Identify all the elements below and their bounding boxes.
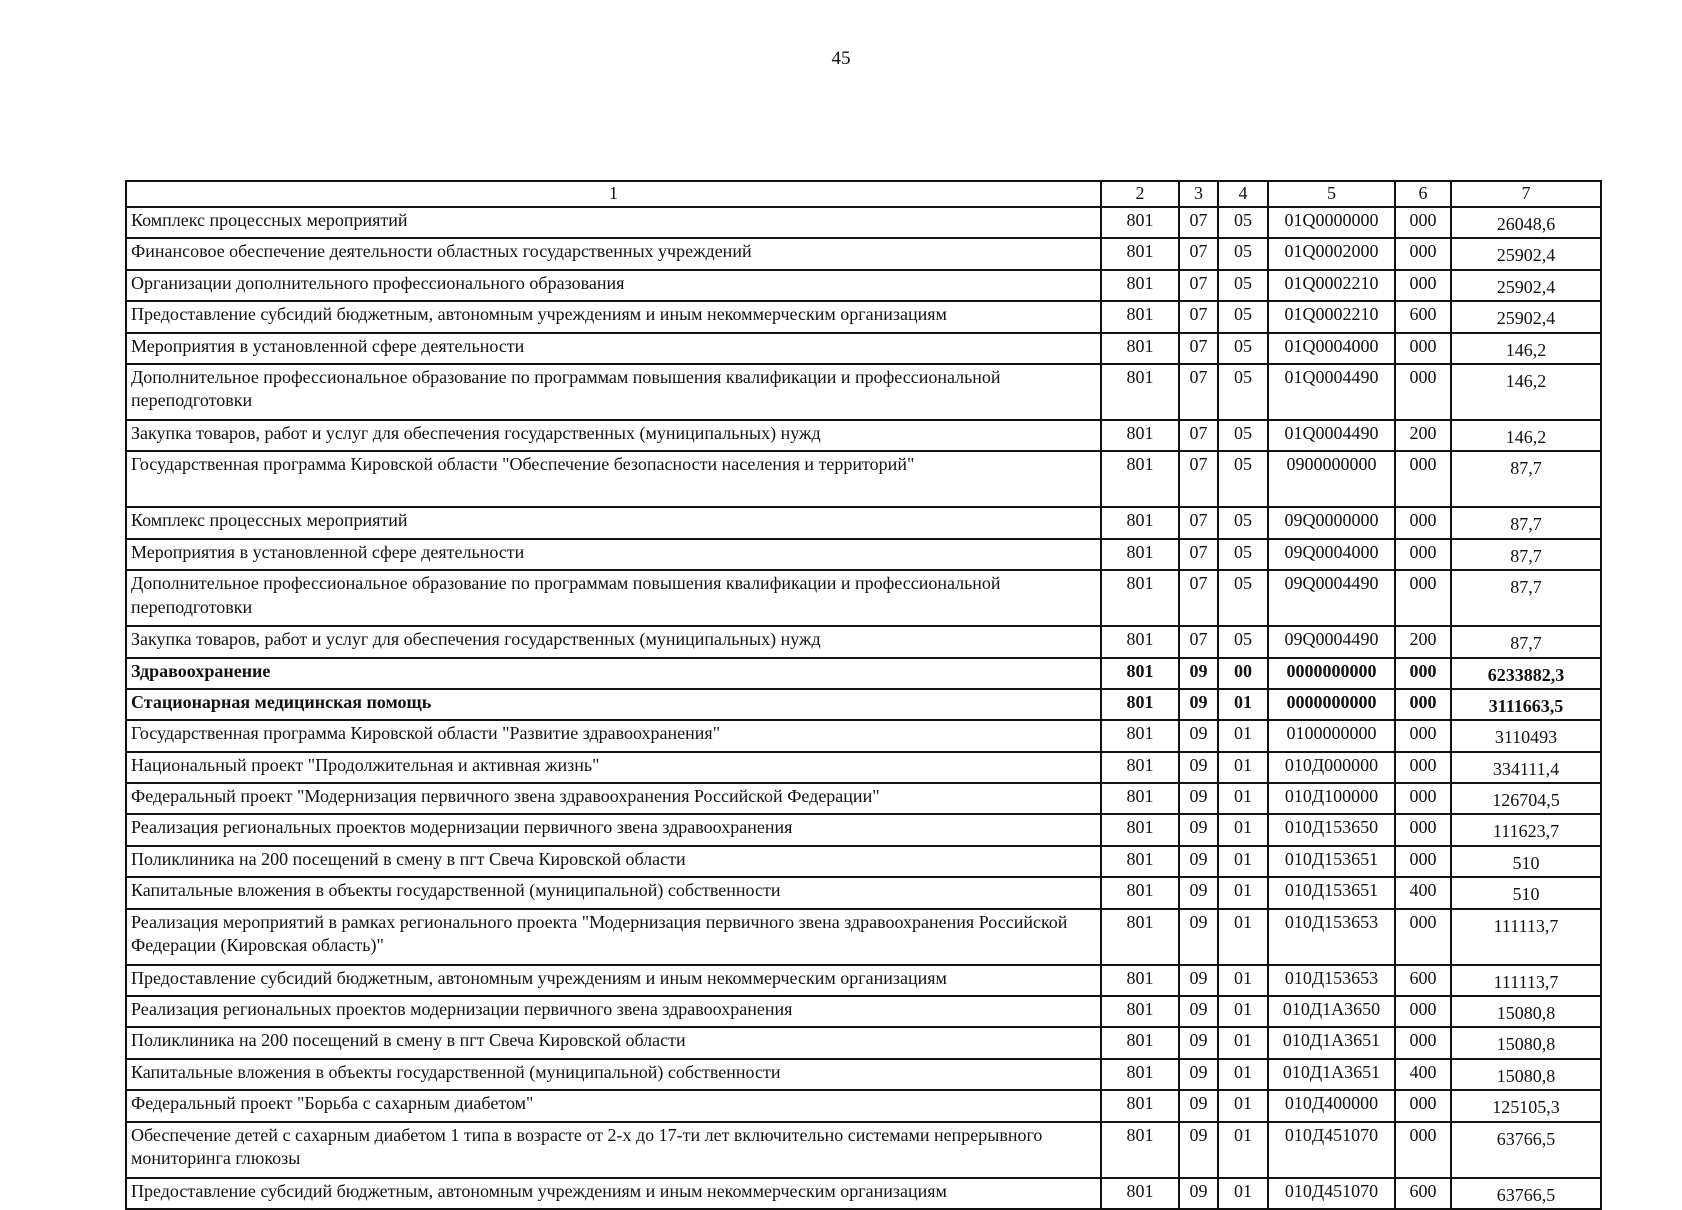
row-code-4: 01 (1218, 1122, 1268, 1178)
row-code-6: 000 (1395, 996, 1451, 1027)
row-code-4: 01 (1218, 1059, 1268, 1090)
row-code-3: 09 (1179, 1178, 1218, 1209)
row-amount: 63766,5 (1451, 1178, 1601, 1209)
row-code-6: 000 (1395, 783, 1451, 814)
row-code-3: 09 (1179, 814, 1218, 845)
row-name: Федеральный проект "Модернизация первичного звена здравоохранения Российской Федерации" (126, 783, 1101, 814)
row-code-6: 000 (1395, 539, 1451, 570)
row-code-3: 09 (1179, 909, 1218, 965)
row-code-3: 07 (1179, 270, 1218, 301)
row-code-6: 600 (1395, 301, 1451, 332)
header-cell: 4 (1218, 181, 1268, 207)
row-code-6: 000 (1395, 814, 1451, 845)
row-code-3: 07 (1179, 333, 1218, 364)
table-row (126, 333, 1601, 364)
table-row (126, 207, 1601, 238)
header-row (126, 181, 1601, 207)
table-row (126, 689, 1601, 720)
row-code-4: 01 (1218, 965, 1268, 996)
row-code-5: 010Д153651 (1268, 877, 1395, 908)
row-amount: 26048,6 (1451, 207, 1601, 238)
row-code-2: 801 (1101, 689, 1179, 720)
row-name: Мероприятия в установленной сфере деятельности (126, 539, 1101, 570)
row-code-6: 000 (1395, 909, 1451, 965)
table-row (126, 1027, 1601, 1058)
row-amount: 146,2 (1451, 420, 1601, 451)
row-code-3: 07 (1179, 539, 1218, 570)
row-code-5: 01Q0004000 (1268, 333, 1395, 364)
row-code-6: 600 (1395, 1178, 1451, 1209)
row-code-5: 010Д000000 (1268, 752, 1395, 783)
row-code-3: 07 (1179, 420, 1218, 451)
table-row (126, 752, 1601, 783)
row-code-5: 010Д1А3651 (1268, 1059, 1395, 1090)
row-amount: 87,7 (1451, 626, 1601, 657)
table-row (126, 238, 1601, 269)
row-amount: 334111,4 (1451, 752, 1601, 783)
row-code-6: 000 (1395, 846, 1451, 877)
row-amount: 87,7 (1451, 539, 1601, 570)
row-code-5: 01Q0002000 (1268, 238, 1395, 269)
table-row (126, 996, 1601, 1027)
row-code-5: 010Д451070 (1268, 1122, 1395, 1178)
row-code-2: 801 (1101, 270, 1179, 301)
row-code-2: 801 (1101, 1090, 1179, 1121)
row-code-3: 09 (1179, 1090, 1218, 1121)
header-cell: 3 (1179, 181, 1218, 207)
row-code-5: 09Q0000000 (1268, 507, 1395, 538)
row-code-3: 09 (1179, 720, 1218, 751)
table-row (126, 877, 1601, 908)
row-code-3: 09 (1179, 965, 1218, 996)
row-code-2: 801 (1101, 301, 1179, 332)
row-amount: 25902,4 (1451, 301, 1601, 332)
row-code-2: 801 (1101, 207, 1179, 238)
page-number: 45 (831, 48, 851, 69)
row-code-2: 801 (1101, 1059, 1179, 1090)
row-code-5: 09Q0004490 (1268, 626, 1395, 657)
row-amount: 15080,8 (1451, 996, 1601, 1027)
row-amount: 15080,8 (1451, 1027, 1601, 1058)
row-code-5: 01Q0000000 (1268, 207, 1395, 238)
row-code-4: 01 (1218, 1178, 1268, 1209)
header-cell: 6 (1395, 181, 1451, 207)
row-code-5: 09Q0004490 (1268, 570, 1395, 626)
row-code-2: 801 (1101, 451, 1179, 507)
row-code-2: 801 (1101, 752, 1179, 783)
row-code-2: 801 (1101, 539, 1179, 570)
table-row (126, 783, 1601, 814)
row-name: Государственная программа Кировской области "Развитие здравоохранения" (126, 720, 1101, 751)
row-code-3: 07 (1179, 364, 1218, 420)
table-row (126, 1178, 1601, 1209)
row-code-6: 000 (1395, 1090, 1451, 1121)
row-code-2: 801 (1101, 238, 1179, 269)
row-code-2: 801 (1101, 814, 1179, 845)
row-code-2: 801 (1101, 877, 1179, 908)
row-code-6: 200 (1395, 420, 1451, 451)
row-code-3: 09 (1179, 1027, 1218, 1058)
row-amount: 510 (1451, 846, 1601, 877)
row-code-5: 0000000000 (1268, 689, 1395, 720)
row-name: Государственная программа Кировской области "Обеспечение безопасности населения и территорий" (126, 451, 1101, 507)
row-code-4: 05 (1218, 570, 1268, 626)
row-amount: 111113,7 (1451, 909, 1601, 965)
row-amount: 87,7 (1451, 451, 1601, 507)
row-code-6: 000 (1395, 570, 1451, 626)
row-name: Федеральный проект "Борьба с сахарным диабетом" (126, 1090, 1101, 1121)
row-name: Предоставление субсидий бюджетным, автономным учреждениям и иным некоммерческим организациям (126, 1178, 1101, 1209)
row-code-5: 01Q0002210 (1268, 270, 1395, 301)
row-code-2: 801 (1101, 1122, 1179, 1178)
row-code-2: 801 (1101, 846, 1179, 877)
row-code-4: 05 (1218, 270, 1268, 301)
row-name: Обеспечение детей с сахарным диабетом 1 типа в возрасте от 2-х до 17-ти лет включительно системами непрерывного мониторинга глюкозы (126, 1122, 1101, 1178)
row-code-4: 01 (1218, 1027, 1268, 1058)
table-row (126, 658, 1601, 689)
header-cell: 5 (1268, 181, 1395, 207)
row-code-4: 05 (1218, 420, 1268, 451)
row-code-3: 07 (1179, 207, 1218, 238)
row-code-6: 200 (1395, 626, 1451, 657)
row-code-3: 09 (1179, 846, 1218, 877)
row-name: Закупка товаров, работ и услуг для обеспечения государственных (муниципальных) нужд (126, 626, 1101, 657)
row-code-2: 801 (1101, 507, 1179, 538)
row-code-2: 801 (1101, 909, 1179, 965)
row-code-2: 801 (1101, 626, 1179, 657)
row-code-2: 801 (1101, 996, 1179, 1027)
table-row (126, 270, 1601, 301)
row-name: Предоставление субсидий бюджетным, автономным учреждениям и иным некоммерческим организациям (126, 965, 1101, 996)
row-code-3: 07 (1179, 238, 1218, 269)
row-name: Мероприятия в установленной сфере деятельности (126, 333, 1101, 364)
row-amount: 3111663,5 (1451, 689, 1601, 720)
row-code-4: 01 (1218, 814, 1268, 845)
table-row (126, 909, 1601, 965)
table-row (126, 301, 1601, 332)
table-row (126, 420, 1601, 451)
row-code-6: 400 (1395, 1059, 1451, 1090)
header-cell: 1 (126, 181, 1101, 207)
row-code-4: 05 (1218, 539, 1268, 570)
row-code-6: 000 (1395, 207, 1451, 238)
row-name: Здравоохранение (126, 658, 1101, 689)
row-amount: 146,2 (1451, 364, 1601, 420)
row-name: Стационарная медицинская помощь (126, 689, 1101, 720)
row-code-2: 801 (1101, 720, 1179, 751)
row-code-3: 09 (1179, 752, 1218, 783)
budget-table (125, 180, 1602, 1210)
row-code-3: 07 (1179, 451, 1218, 507)
row-code-2: 801 (1101, 658, 1179, 689)
row-code-6: 400 (1395, 877, 1451, 908)
table-row (126, 539, 1601, 570)
table-row (126, 626, 1601, 657)
row-amount: 3110493 (1451, 720, 1601, 751)
row-code-2: 801 (1101, 420, 1179, 451)
row-amount: 111113,7 (1451, 965, 1601, 996)
row-name: Финансовое обеспечение деятельности областных государственных учреждений (126, 238, 1101, 269)
row-code-3: 07 (1179, 570, 1218, 626)
row-code-2: 801 (1101, 783, 1179, 814)
row-code-4: 05 (1218, 238, 1268, 269)
header-cell: 7 (1451, 181, 1601, 207)
row-name: Комплекс процессных мероприятий (126, 207, 1101, 238)
row-amount: 25902,4 (1451, 270, 1601, 301)
row-code-4: 01 (1218, 720, 1268, 751)
row-code-4: 05 (1218, 626, 1268, 657)
row-code-5: 0900000000 (1268, 451, 1395, 507)
row-amount: 111623,7 (1451, 814, 1601, 845)
row-code-2: 801 (1101, 965, 1179, 996)
row-code-5: 010Д1А3651 (1268, 1027, 1395, 1058)
row-code-3: 07 (1179, 507, 1218, 538)
row-code-5: 010Д100000 (1268, 783, 1395, 814)
row-code-4: 05 (1218, 364, 1268, 420)
table-row (126, 451, 1601, 507)
row-code-4: 01 (1218, 1090, 1268, 1121)
row-name: Предоставление субсидий бюджетным, автономным учреждениям и иным некоммерческим организациям (126, 301, 1101, 332)
row-code-4: 05 (1218, 301, 1268, 332)
table-row (126, 364, 1601, 420)
row-name: Комплекс процессных мероприятий (126, 507, 1101, 538)
row-code-6: 600 (1395, 965, 1451, 996)
row-amount: 146,2 (1451, 333, 1601, 364)
row-code-5: 010Д400000 (1268, 1090, 1395, 1121)
row-code-6: 000 (1395, 270, 1451, 301)
row-code-5: 01Q0002210 (1268, 301, 1395, 332)
row-name: Реализация мероприятий в рамках регионального проекта "Модернизация первичного звена здравоохранения Российской Федерации (Кировская область)" (126, 909, 1101, 965)
row-code-5: 0000000000 (1268, 658, 1395, 689)
row-code-5: 01Q0004490 (1268, 364, 1395, 420)
row-amount: 63766,5 (1451, 1122, 1601, 1178)
row-code-5: 010Д1А3650 (1268, 996, 1395, 1027)
row-code-4: 01 (1218, 996, 1268, 1027)
row-code-6: 000 (1395, 364, 1451, 420)
row-amount: 126704,5 (1451, 783, 1601, 814)
table-row (126, 1059, 1601, 1090)
row-code-5: 010Д153651 (1268, 846, 1395, 877)
row-name: Закупка товаров, работ и услуг для обеспечения государственных (муниципальных) нужд (126, 420, 1101, 451)
row-name: Организации дополнительного профессионального образования (126, 270, 1101, 301)
row-amount: 125105,3 (1451, 1090, 1601, 1121)
row-code-5: 010Д153653 (1268, 909, 1395, 965)
row-code-4: 01 (1218, 846, 1268, 877)
row-code-3: 09 (1179, 1059, 1218, 1090)
table-row (126, 1122, 1601, 1178)
table-row (126, 507, 1601, 538)
row-code-4: 01 (1218, 877, 1268, 908)
row-name: Поликлиника на 200 посещений в смену в пгт Свеча Кировской области (126, 846, 1101, 877)
row-code-5: 09Q0004000 (1268, 539, 1395, 570)
row-code-3: 09 (1179, 658, 1218, 689)
row-code-2: 801 (1101, 333, 1179, 364)
row-code-6: 000 (1395, 1122, 1451, 1178)
row-name: Дополнительное профессиональное образование по программам повышения квалификации и профессиональной переподготовки (126, 364, 1101, 420)
row-name: Реализация региональных проектов модернизации первичного звена здравоохранения (126, 814, 1101, 845)
row-code-4: 01 (1218, 909, 1268, 965)
row-code-6: 000 (1395, 752, 1451, 783)
table-row (126, 965, 1601, 996)
row-code-3: 09 (1179, 1122, 1218, 1178)
row-code-6: 000 (1395, 658, 1451, 689)
row-amount: 87,7 (1451, 570, 1601, 626)
row-code-5: 01Q0004490 (1268, 420, 1395, 451)
row-code-6: 000 (1395, 333, 1451, 364)
row-amount: 15080,8 (1451, 1059, 1601, 1090)
row-code-2: 801 (1101, 1027, 1179, 1058)
table-row (126, 846, 1601, 877)
table-row (126, 570, 1601, 626)
table-row (126, 720, 1601, 751)
row-code-3: 09 (1179, 689, 1218, 720)
row-code-6: 000 (1395, 238, 1451, 269)
row-code-5: 010Д153650 (1268, 814, 1395, 845)
row-code-3: 07 (1179, 301, 1218, 332)
row-code-5: 010Д153653 (1268, 965, 1395, 996)
row-amount: 25902,4 (1451, 238, 1601, 269)
row-code-3: 09 (1179, 877, 1218, 908)
row-code-5: 0100000000 (1268, 720, 1395, 751)
row-code-4: 05 (1218, 451, 1268, 507)
row-code-6: 000 (1395, 689, 1451, 720)
row-code-4: 05 (1218, 207, 1268, 238)
row-code-4: 05 (1218, 507, 1268, 538)
row-amount: 87,7 (1451, 507, 1601, 538)
row-code-6: 000 (1395, 720, 1451, 751)
row-code-2: 801 (1101, 364, 1179, 420)
row-code-3: 07 (1179, 626, 1218, 657)
row-code-5: 010Д451070 (1268, 1178, 1395, 1209)
row-code-4: 05 (1218, 333, 1268, 364)
row-code-3: 09 (1179, 996, 1218, 1027)
row-code-3: 09 (1179, 783, 1218, 814)
row-name: Капитальные вложения в объекты государственной (муниципальной) собственности (126, 1059, 1101, 1090)
table-row (126, 1090, 1601, 1121)
row-code-6: 000 (1395, 451, 1451, 507)
row-code-4: 01 (1218, 752, 1268, 783)
row-name: Поликлиника на 200 посещений в смену в пгт Свеча Кировской области (126, 1027, 1101, 1058)
row-name: Реализация региональных проектов модернизации первичного звена здравоохранения (126, 996, 1101, 1027)
row-amount: 6233882,3 (1451, 658, 1601, 689)
row-name: Дополнительное профессиональное образование по программам повышения квалификации и профессиональной переподготовки (126, 570, 1101, 626)
row-code-4: 01 (1218, 689, 1268, 720)
row-code-4: 00 (1218, 658, 1268, 689)
table-row (126, 814, 1601, 845)
header-cell: 2 (1101, 181, 1179, 207)
row-code-4: 01 (1218, 783, 1268, 814)
row-amount: 510 (1451, 877, 1601, 908)
row-name: Капитальные вложения в объекты государственной (муниципальной) собственности (126, 877, 1101, 908)
row-code-2: 801 (1101, 1178, 1179, 1209)
row-code-6: 000 (1395, 1027, 1451, 1058)
row-name: Национальный проект "Продолжительная и активная жизнь" (126, 752, 1101, 783)
row-code-2: 801 (1101, 570, 1179, 626)
row-code-6: 000 (1395, 507, 1451, 538)
